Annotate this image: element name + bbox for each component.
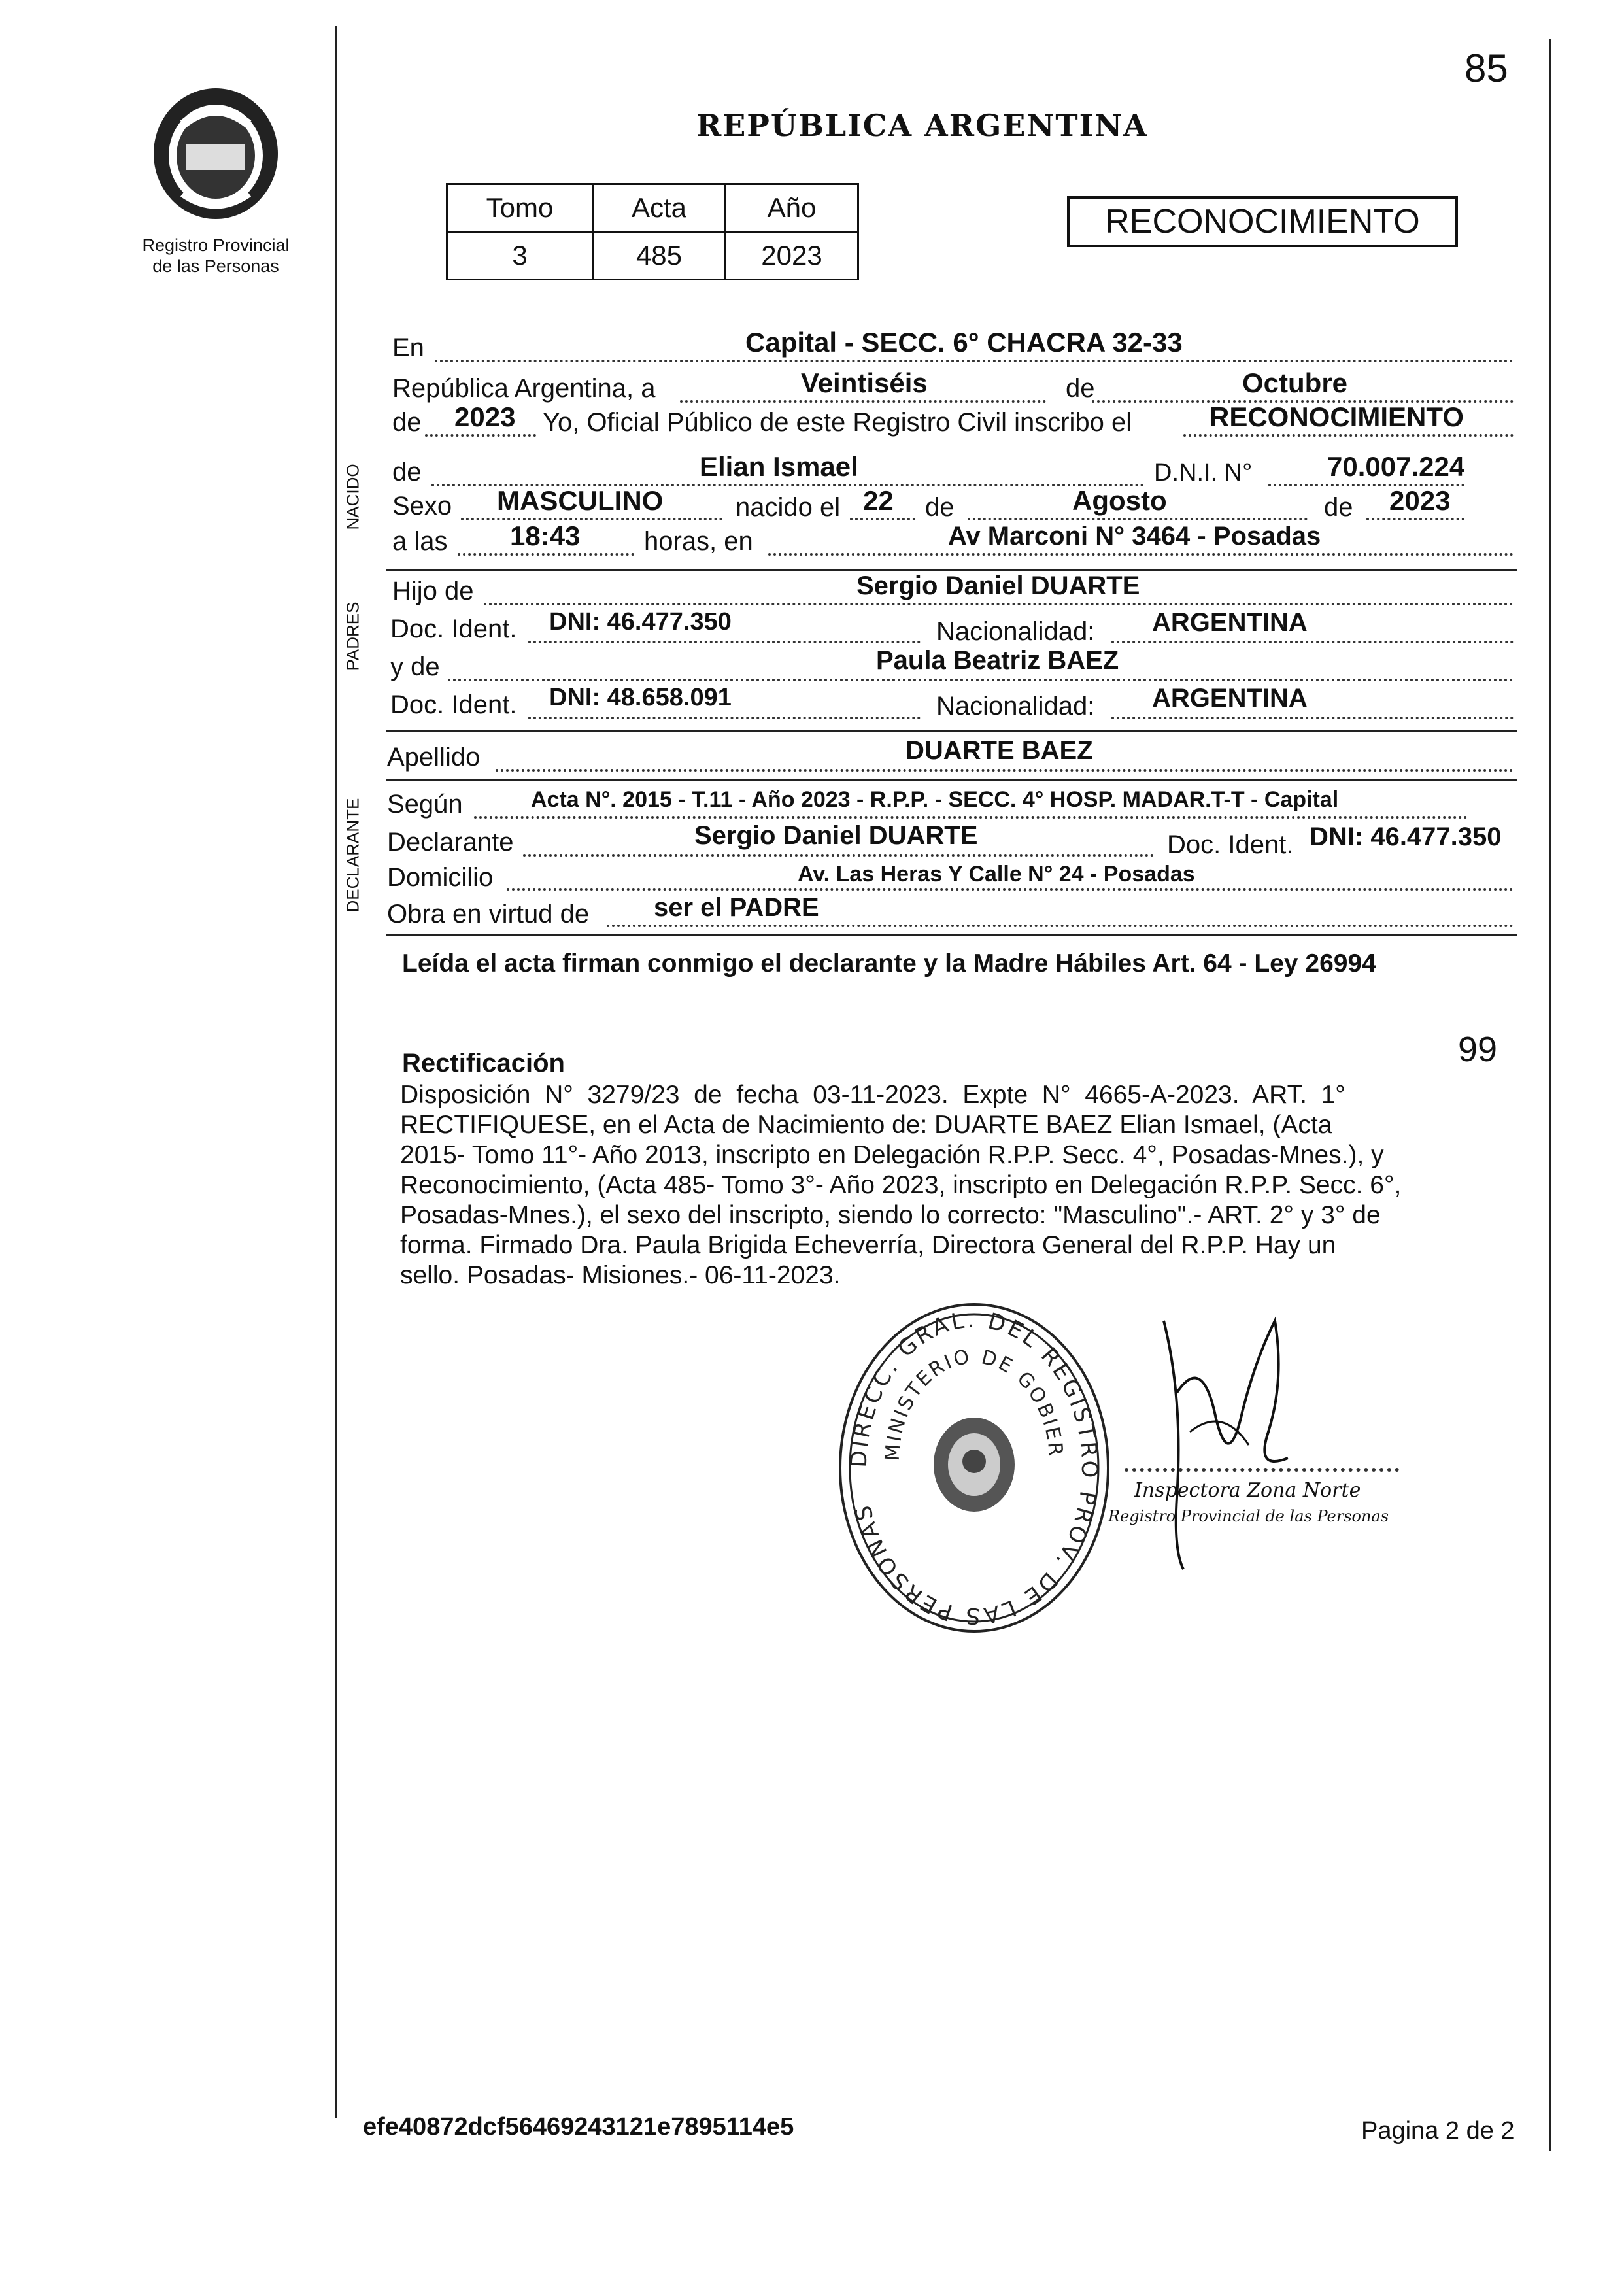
obra-value: ser el PADRE (654, 893, 819, 922)
alas-label: a las (392, 527, 448, 556)
domicilio-dots (507, 888, 1514, 891)
day-value: Veintiséis (801, 367, 928, 398)
register-value-tomo: 3 (447, 232, 593, 280)
apellido-label: Apellido (387, 743, 481, 772)
father-nat-dots (1111, 641, 1514, 643)
obra-label: Obra en virtud de (387, 900, 590, 928)
rectification-line: Posadas-Mnes.), el sexo del inscripto, siendo lo correcto: "Masculino".- ART. 2° y 3° de (400, 1201, 1381, 1229)
declarante-value: Sergio Daniel DUARTE (694, 821, 978, 850)
register-header-acta: Acta (593, 184, 726, 232)
mother-dots (448, 679, 1514, 681)
rectification-number: 99 (1458, 1030, 1498, 1069)
nacionalidad2-label: Nacionalidad: (936, 692, 1095, 721)
row-obra (0, 893, 1624, 927)
apellido-dots (496, 769, 1514, 772)
signer-name-stamp (1125, 1448, 1399, 1472)
country-title: REPÚBLICA ARGENTINA (696, 108, 1148, 143)
row-time (0, 520, 1624, 560)
place-dots (768, 553, 1514, 556)
declarante-label: Declarante (387, 828, 514, 857)
legal-line: Leída el acta firman conmigo el declarante y la Madre Hábiles Art. 64 - Ley 26994 (402, 949, 1376, 977)
father-dots (484, 603, 1514, 605)
mother-nat: ARGENTINA (1152, 684, 1308, 713)
official-stamp (827, 1298, 1121, 1638)
docident-label: Doc. Ident. (390, 615, 517, 643)
republica-label: República Argentina, a (392, 374, 656, 403)
de-label: de (1066, 374, 1095, 403)
side-label-padres: PADRES (343, 602, 363, 671)
name-value: Elian Ismael (700, 451, 858, 482)
father-dni-dots (528, 641, 921, 643)
declarante-dots (523, 854, 1154, 857)
act-dots (1183, 434, 1514, 437)
row-father-doc (0, 608, 1624, 647)
row-hijo (0, 570, 1624, 609)
signature-block-line1: Inspectora Zona Norte (1134, 1479, 1361, 1502)
hijo-label: Hijo de (392, 577, 474, 605)
sexo-label: Sexo (392, 492, 452, 520)
row-en (0, 327, 1624, 366)
side-label-nacido: NACIDO (343, 464, 363, 530)
stamp-outer-text: DIRECC. GRAL. DEL REGISTRO PROV. DE LAS PERSONAS (845, 1306, 1103, 1629)
de2-label: de (392, 408, 422, 437)
logo-org-line2: de las Personas (152, 256, 279, 276)
apellido-divider (386, 779, 1517, 781)
docident3-label: Doc. Ident. (1167, 830, 1294, 859)
domicilio-label: Domicilio (387, 863, 494, 892)
segun-dots (474, 816, 1468, 819)
father-dni: DNI: 46.477.350 (549, 608, 732, 636)
row-apellido (0, 736, 1624, 775)
de3-label: de (392, 458, 422, 486)
rectification-title: Rectificación (402, 1049, 565, 1078)
docident2-label: Doc. Ident. (390, 690, 517, 719)
register-value-ano: 2023 (726, 232, 858, 280)
en-value: Capital - SECC. 6° CHACRA 32-33 (745, 327, 1183, 358)
nacido-label: nacido el (736, 493, 841, 522)
segun-value: Acta N°. 2015 - T.11 - Año 2023 - R.P.P. - SECC. 4° HOSP. MADAR.T-T - Capital (531, 787, 1339, 812)
birth-month: Agosto (1072, 485, 1167, 516)
row-segun (0, 783, 1624, 820)
year-value: 2023 (454, 401, 516, 432)
de4-label: de (925, 493, 955, 522)
province-seal-logo (147, 85, 284, 222)
year-dots (425, 434, 536, 437)
rectification-line: Disposición N° 3279/23 de fecha 03-11-2023. Expte N° 4665-A-2023. ART. 1° (400, 1081, 1345, 1109)
nacionalidad-label: Nacionalidad: (936, 617, 1095, 646)
rectification-line: forma. Firmado Dra. Paula Brigida Echeverría, Directora General del R.P.P. Hay un (400, 1231, 1336, 1259)
row-year (0, 401, 1624, 441)
time-value: 18:43 (510, 520, 581, 551)
row-date (0, 367, 1624, 407)
rectification-line: sello. Posadas- Misiones.- 06-11-2023. (400, 1261, 841, 1289)
mother-dni: DNI: 48.658.091 (549, 684, 732, 711)
place-value: Av Marconi N° 3464 - Posadas (948, 522, 1321, 551)
stamp-inner-text: MINISTERIO DE GOBIER (881, 1345, 1068, 1462)
signature (1138, 1301, 1308, 1576)
domicilio-value: Av. Las Heras Y Calle N° 24 - Posadas (798, 862, 1195, 887)
time-dots (458, 553, 634, 556)
mother-dni-dots (528, 717, 921, 719)
father-value: Sergio Daniel DUARTE (856, 571, 1140, 600)
row-domicilio (0, 858, 1624, 892)
padres-section-divider (386, 730, 1517, 732)
rectification-body (400, 1080, 1531, 1291)
declarante-dni: DNI: 46.477.350 (1310, 823, 1502, 851)
declarante-divider (386, 934, 1517, 936)
signature-block-line2: Registro Provincial de las Personas (1108, 1507, 1389, 1525)
segun-label: Según (387, 790, 463, 819)
obra-dots (607, 925, 1514, 927)
logo-org-line1: Registro Provincial (142, 235, 290, 255)
father-nat: ARGENTINA (1152, 608, 1308, 637)
page-footer: Pagina 2 de 2 (1361, 2117, 1515, 2145)
horas-label: horas, en (644, 527, 753, 556)
mother-value: Paula Beatriz BAEZ (876, 646, 1119, 675)
de5-label: de (1324, 493, 1353, 522)
act-value: RECONOCIMIENTO (1210, 401, 1464, 432)
document-hash: efe40872dcf56469243121e7895114e5 (363, 2113, 794, 2141)
row-mother-doc (0, 683, 1624, 722)
rectification-line: 2015- Tomo 11°- Año 2013, inscripto en Delegación R.P.P. Secc. 4°, Posadas-Mnes.), y (400, 1141, 1384, 1169)
rectification-line: RECTIFIQUESE, en el Acta de Nacimiento de: DUARTE BAEZ Elian Ismael, (Acta (400, 1111, 1332, 1139)
rectification-line: Reconocimiento, (Acta 485- Tomo 3°- Año 2023, inscripto en Delegación R.P.P. Secc. 6°, (400, 1171, 1402, 1199)
register-header-ano: Año (726, 184, 858, 232)
register-table (446, 183, 859, 280)
row-name (0, 451, 1624, 490)
mother-nat-dots (1111, 717, 1514, 719)
apellido-value: DUARTE BAEZ (905, 736, 1093, 765)
dni-label: D.N.I. N° (1154, 459, 1253, 486)
sexo-value: MASCULINO (497, 485, 664, 516)
act-type-box: RECONOCIMIENTO (1067, 196, 1458, 247)
page-number: 85 (1464, 46, 1508, 90)
en-label: En (392, 333, 424, 362)
birth-year: 2023 (1389, 485, 1451, 516)
row-sexo (0, 485, 1624, 524)
row-declarante (0, 821, 1624, 858)
oficial-text: Yo, Oficial Público de este Registro Civil inscribo el (543, 408, 1132, 437)
dni-value: 70.007.224 (1327, 451, 1465, 482)
birth-day: 22 (863, 485, 894, 516)
yde-label: y de (390, 653, 440, 681)
register-header-tomo: Tomo (447, 184, 593, 232)
side-label-declarante: DECLARANTE (343, 798, 363, 913)
en-dots (435, 360, 1514, 362)
row-mother (0, 646, 1624, 685)
month-value: Octubre (1242, 367, 1348, 398)
register-value-acta: 485 (593, 232, 726, 280)
